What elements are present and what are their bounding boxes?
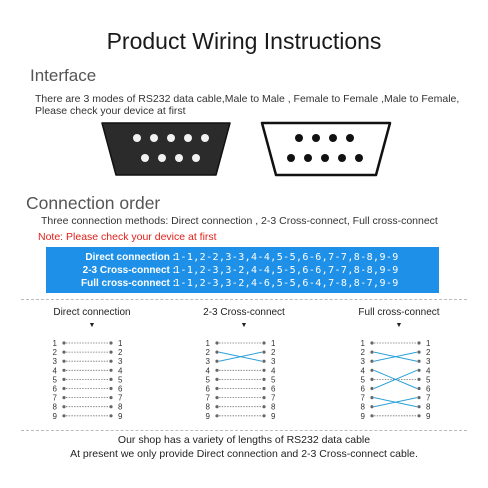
pin-dot [262,378,265,381]
pin-dot [109,405,112,408]
pin-label: 7 [360,393,365,403]
pin-dot [215,369,218,372]
pin-dot [370,351,373,354]
pin-label: 7 [118,393,123,403]
pin-label: 8 [426,402,431,412]
connection-methods-text: Three connection methods: Direct connection , 2-3 Cross-connect, Full cross-connect [41,215,438,227]
pin-dot [215,341,218,344]
pin-dot [215,378,218,381]
pin-dot [370,414,373,417]
sequence-label: Full cross-connect : [80,278,176,289]
pin-label: 5 [360,375,365,385]
pin-dot [109,351,112,354]
interface-text-line1: There are 3 modes of RS232 data cable,Male to Male , Female to Female ,Male to Female, [35,93,460,105]
pin-dot [215,396,218,399]
pin-dot [417,396,420,399]
pin-label: 9 [118,411,123,421]
pin-dot [215,405,218,408]
pin-label: 4 [426,366,431,376]
pin-dot [109,360,112,363]
divider-bottom [21,430,467,431]
interface-text-line2: Please check your device at first [35,105,186,117]
pin-label: 1 [426,339,431,348]
sequence-label: Direct connection : [85,252,176,263]
pin-dot [370,396,373,399]
pin-label: 1 [52,339,57,348]
pin-label: 9 [205,411,210,421]
pin-dot [262,387,265,390]
pin-dot [62,396,65,399]
diagram-direct-title: Direct connection [53,307,131,318]
pin-dot [215,387,218,390]
pin-dot [62,360,65,363]
pin-label: 6 [426,384,431,394]
pin-label: 4 [271,366,276,376]
pin-label: 5 [426,375,431,385]
diagram-full-title: Full cross-connect [358,307,440,318]
pin-dot [262,369,265,372]
pin-label: 1 [271,339,276,348]
interface-heading: Interface [30,66,97,85]
pin-label: 1 [118,339,123,348]
pin-dot [262,360,265,363]
pin-dot [62,351,65,354]
pin-label: 3 [271,357,276,367]
pin-label: 7 [52,393,57,403]
page-title: Product Wiring Instructions [106,28,382,54]
pin-label: 1 [360,339,365,348]
pin-dot [417,405,420,408]
pin-label: 2 [271,348,276,358]
pin-label: 3 [52,357,57,367]
pin-label: 9 [426,411,431,421]
pin-label: 1 [205,339,210,348]
pin-label: 2 [360,348,365,358]
pin-dot [370,341,373,344]
pin-label: 9 [360,411,365,421]
pin-dot [370,360,373,363]
pin-label: 2 [205,348,210,358]
connection-heading: Connection order [26,193,161,213]
pin-label: 5 [118,375,123,385]
pin-dot [62,405,65,408]
pin-label: 5 [271,375,276,385]
pin-dot [262,414,265,417]
sequence-value: 1-1,2-2,3-3,4-4,5-5,6-6,7-7,8-8,9-9 [174,252,399,263]
pin-label: 2 [426,348,431,358]
pin-label: 4 [360,366,365,376]
down-arrow-icon: ▼ [240,322,248,329]
pin-label: 8 [271,402,276,412]
pin-dot [262,351,265,354]
pin-label: 4 [118,366,123,376]
pin-dot [370,369,373,372]
pin-label: 7 [271,393,276,403]
pin-dot [417,387,420,390]
pin-label: 8 [360,402,365,412]
footer-line2: At present we only provide Direct connection and 2-3 Cross-connect cable. [70,448,418,460]
sequence-value: 1-1,2-3,3-2,4-4,5-5,6-6,7-7,8-8,9-9 [174,265,399,276]
pin-dot [62,414,65,417]
pin-label: 9 [52,411,57,421]
pin-label: 3 [118,357,123,367]
pin-label: 3 [205,357,210,367]
pin-dot [62,341,65,344]
pin-label: 8 [52,402,57,412]
down-arrow-icon: ▼ [395,322,403,329]
pin-label: 8 [205,402,210,412]
pin-label: 5 [205,375,210,385]
pin-dot [109,341,112,344]
connection-note: Note: Please check your device at first [38,231,217,243]
pin-label: 4 [52,366,57,376]
pin-label: 6 [360,384,365,394]
pin-dot [262,396,265,399]
pin-label: 6 [118,384,123,394]
pin-label: 2 [52,348,57,358]
pin-dot [262,341,265,344]
pin-dot [417,360,420,363]
pin-dot [417,351,420,354]
pin-label: 6 [52,384,57,394]
pin-label: 8 [118,402,123,412]
pin-label: 2 [118,348,123,358]
pin-dot [370,405,373,408]
pin-dot [417,341,420,344]
diagram-cross23-title: 2-3 Cross-connect [203,307,285,318]
pin-label: 6 [271,384,276,394]
pin-label: 7 [205,393,210,403]
pin-dot [417,414,420,417]
pin-dot [215,414,218,417]
pin-dot [215,351,218,354]
pin-dot [109,378,112,381]
pin-dot [109,387,112,390]
pin-dot [109,414,112,417]
pin-label: 3 [360,357,365,367]
pin-dot [62,369,65,372]
sequence-label: 2-3 Cross-connect : [82,265,176,276]
down-arrow-icon: ▼ [88,322,96,329]
pin-label: 4 [205,366,210,376]
sequence-value: 1-1,2-3,3-2,4-6,5-5,6-4,7-8,8-7,9-9 [174,278,399,289]
pin-dot [417,369,420,372]
pin-dot [109,369,112,372]
pin-dot [262,405,265,408]
pin-label: 6 [205,384,210,394]
pin-dot [109,396,112,399]
pin-dot [215,360,218,363]
pin-dot [62,378,65,381]
pin-label: 7 [426,393,431,403]
pin-label: 9 [271,411,276,421]
pin-label: 5 [52,375,57,385]
pin-dot [370,387,373,390]
pin-label: 3 [426,357,431,367]
footer-line1: Our shop has a variety of lengths of RS232 data cable [117,434,371,446]
pin-dot [370,378,373,381]
pin-dot [417,378,420,381]
pin-dot [62,387,65,390]
